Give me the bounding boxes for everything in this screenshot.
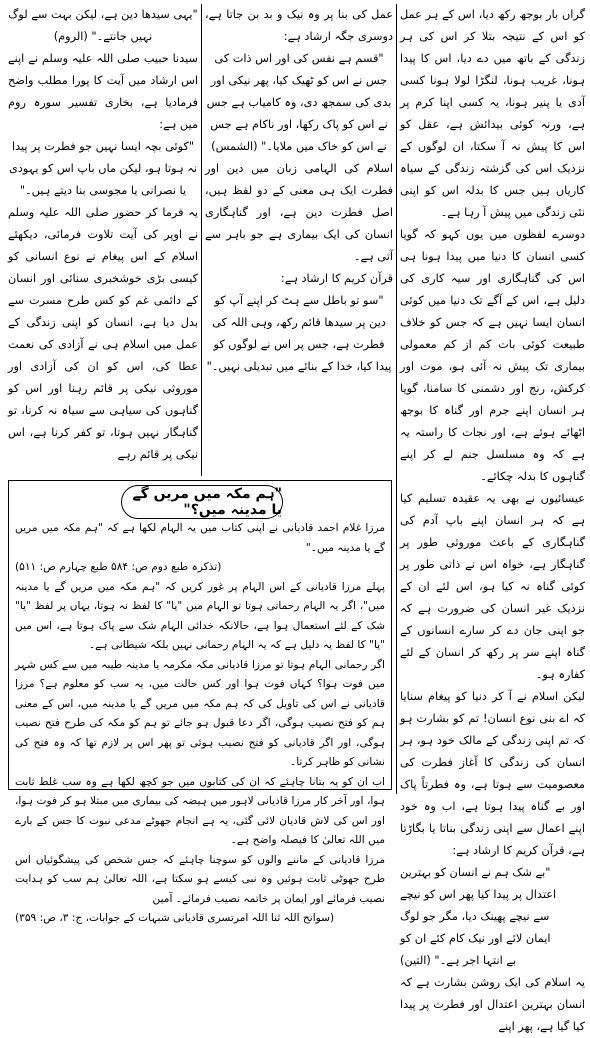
text-column-left — [8, 4, 198, 482]
paragraph: دوسرے لفظوں میں یوں کہو کہ گویا کسی انسان کا دنیا میں پیدا ہونا ہی اس کی گناہگاری اور سیہ کاری کی دلیل ہے، اس کے آگے تک دنیا میں کوئی انسان ایسا نہیں ہے کہ جس کو خلاف طبیعت کوئی بات کم از کم معمولی بیماری تک پیش نہ آئی ہو، موت اور کرکش، رنج اور دشمنی کا سامنا، گویا ہر انسان اپنے جرم اور گناہ کا بوجھ اٹھائے ہوئے ہے، اور نجات کا راستہ یہ ہے کہ وہ مسلسل جنم لے کر اپنے گناہوں کا بدلہ چکائے۔ — [400, 228, 585, 483]
paragraph: یہ فرما کر حضور صلی اللہ علیہ وسلم نے اوپر کی آیت تلاوت فرمائی، دیکھئے اسلام کے اس پیغام نے نوع انسانی کو کیسی بڑی خوشخبری سنائی اور انسان کے دائمی غم کو کس طرح مسرت سے بدل دیا ہے، انسان کو اپنی زندگی کے عمل میں اسلام ہی نے آزادی کی نعمت عطا کی، اس کو ان کی آزادی اور موروثی نیکی پر قائم رہنا اور اس کو گناہوں کی سیاہی سے سیاہ نہ کرنا، تو گناہگار نہیں ہوتا، تو کفر کرنا ہے، اس نیکی پر قائم رہے — [8, 206, 198, 461]
citation: (سوانح اللہ ثنا اللہ امرتسری قادیانی شبہات کے جوابات، ج: ۳، ص: ۳۵۹) — [15, 912, 335, 924]
quote-paragraph: "یہی سیدھا دین ہے، لیکن بہت سے لوگ نہیں جانتے۔" (الروم) — [8, 8, 198, 43]
paragraph: قرآن کریم کا ارشاد ہے: — [280, 272, 393, 285]
paragraph: لیکن اسلام نے آ کر دنیا کو پیغام سنایا کہ اے بنی نوع انسان! تم کو بشارت ہو کہ تم اپنی زندگی کے مالک خود ہو، ہر انسان کی زندگی کا آغاز فطرت کی معصومیت سے ہوتا ہے، وہ فطرتاً پاک اور بے گناہ پیدا ہوتا ہے، اب وہ خود اپنے اعمال سے اپنی زندگی بناتا یا بگاڑتا ہے، قرآن کریم کا ارشاد ہے: — [400, 690, 585, 857]
paragraph: اب ان کو یہ بتانا چاہئے کہ ان کی کتابوں میں جو کچھ لکھا ہے وہ سب غلط ثابت ہوا، اور آخر کار مرزا قادیانی لاہور میں ہیضہ کی بیماری میں مبتلا ہو کر فوت ہوا، اور اس کی لاش قادیان لائی گئی، یہ ہے انجام جھوٹے مدعی نبوت کا جس کے بارے میں اللہ تعالیٰ کا فیصلہ واضح ہے۔ — [15, 775, 385, 846]
boxed-article — [8, 480, 392, 924]
paragraph: مرزا غلام احمد قادیانی نے اپنی کتاب میں یہ الہام لکھا ہے کہ "ہم مکہ میں مریں گے یا مدینہ میں۔" — [15, 522, 385, 554]
text-column-right — [400, 4, 585, 1033]
paragraph: یہ اسلام کی ایک روشن بشارت ہے کہ انسان بہترین اعتدال اور فطرت پر پیدا کیا گیا ہے، پھر اپنے — [400, 976, 585, 1033]
paragraph: سیدنا حبیب صلی اللہ علیہ وسلم نے اپنے اس ارشاد میں آیت کا پورا مطلب واضح فرمادیا ہے، بخاری تفسیر سورہ روم میں ہے: — [8, 52, 198, 131]
paragraph: عیسائیوں نے بھی یہ عقیدہ تسلیم کیا ہے کہ ہر انسان اپنے باپ آدم کی گناہگاری کے باعث موروثی طور پر گناہگار ہے، خواہ اس نے ذاتی طور پر کوئی گناہ نہ کیا ہو، اس لئے ان کے نزدیک غیر انسان کی ضرورت ہے کہ جو اپنی جان دے کر سارے انسانوں کے گناہ اپنے سر پر رکھ کر انسان کے لئے کفارہ ہو۔ — [400, 492, 585, 681]
quote-paragraph: "قسم ہے نفس کی اور اس ذات کی جس نے اس کو ٹھیک کیا، پھر نیکی اور بدی کی سمجھ دی، وہ کامیاب ہے جس نے اس کو پاک رکھا، اور ناکام ہے جس نے اس کو خاک میں ملایا۔" (الشمس) — [206, 52, 392, 153]
paragraph: اگر رحمانی الہام ہوتا تو مرزا قادیانی مکہ مکرمہ یا مدینہ طیبہ میں سے کس شہر میں فوت ہوا؟ کہاں فوت ہوا اور کس حالت میں، یہ سب کو معلوم ہے؟ مرزا قادیانی نے اس کی تاویل کی کہ ہم مکہ میں مریں گے یا مدینہ میں، اس کے معنی ہم کو فتح نصیب ہوگی، اگر دعا قبول ہو جائے تو ہم کو مکہ کی طرح فتح نصیب ہوگی، اور اگر قادیانی کو فتح نصیب ہوئی تو پھر اس پر لازم تھا کہ وہ فتح کی نشانی کو ظاہر کرتا۔ — [15, 658, 385, 768]
paragraph: مرزا قادیانی کے ماننے والوں کو سوچنا چاہئے کہ جس شخص کی پیشگوئیاں اس طرح جھوٹی ثابت ہوئیں وہ نبی کیسے ہو سکتا ہے، اللہ تعالیٰ ہم سب کو ہدایت نصیب فرمائے اور ایمان پر خاتمہ نصیب فرمائے۔ آمین — [15, 853, 385, 905]
quote-paragraph: "کوئی بچہ ایسا نہیں جو فطرت پر پیدا نہ ہوتا ہو، لیکن ماں باپ اس کو یہودی یا نصرانی یا مجوسی بنا دیتے ہیں۔" — [9, 140, 197, 197]
paragraph: پہلے مرزا قادیانی کے اس الہام پر غور کریں کہ "ہم مکہ میں مریں گے یا مدینہ میں"، اگر یہ الہام رحمانی ہوتا تو الہام میں "یا" کا لفظ نہ ہوتا، یہاں پر لفظ "یا" شک کے لئے استعمال ہوا ہے، حالانکہ خدائی الہام شک سے پاک ہوتا ہے، اس میں "یا" کا لفظ یہ دلیل ہے کہ یہ الہام رحمانی نہیں بلکہ شیطانی ہے۔ — [15, 580, 385, 651]
paragraph: گراں بار بوجھ رکھ دیا، اس کے ہر عمل کو اس کے نتیجہ بتلا کر اس کی ہر زندگی کے باتھ میں دے دیا، اس کا پیدا ہونا، غریب ہونا، لنگڑا لولا ہونا کسی آدی یا پنیر ہونا، یہ کسی اپنا کرم پر ہے، ورنہ کوئی بیدائش ہے، عقل کو اس کا پیش نہ آ سکتا، ان لوگوں کے نزدیک اس کی گزشتہ زندگی کے سیاہ کاریاں ہیں جس کا بدلہ اس کو اپنی نئی زندگی میں پیش آ رہا ہے۔ — [400, 8, 585, 219]
paragraph: عمل کی بنا پر وہ نیک و بد بن جاتا ہے، دوسری جگہ ارشاد ہے: — [205, 8, 393, 43]
paragraph: اسلام کی الہامی زبان میں دین اور فطرت ایک ہی معنی کے دو لفظ ہیں، اصل فطرت دین ہے، اور گناہگاری انسان کی ایک بیماری ہے جو باہر سے آتی ہے۔ — [205, 162, 393, 263]
column-divider — [396, 4, 397, 794]
column-divider — [201, 4, 202, 476]
box-title: "ہم مکہ میں مریں گے یا مدینہ میں؟" — [121, 485, 283, 519]
citation: (تذکرہ طبع دوم ص: ۵۸۴ طبع چہارم ص: ۵۱۱) — [15, 561, 222, 573]
quote-paragraph: "سو تو باطل سے ہٹ کر اپنے آپ کو دین پر سیدھا قائم رکھ، وہی اللہ کی فطرت ہے، جس پر اس نے لوگوں کو پیدا کیا، خدا کے بنائے میں تبدیلی نہیں۔" — [206, 294, 392, 373]
quote-paragraph: "بے شک ہم نے انسان کو بہترین اعتدال پر پیدا کیا پھر اس کو نیچے سے نیچے پھینک دیا، مگر جو لوگ ایمان لائے اور نیک کام کئے ان کو بے انتہا اجر ہے۔" (التین) — [400, 866, 557, 967]
text-column-middle — [205, 4, 393, 482]
box-body — [15, 519, 385, 924]
